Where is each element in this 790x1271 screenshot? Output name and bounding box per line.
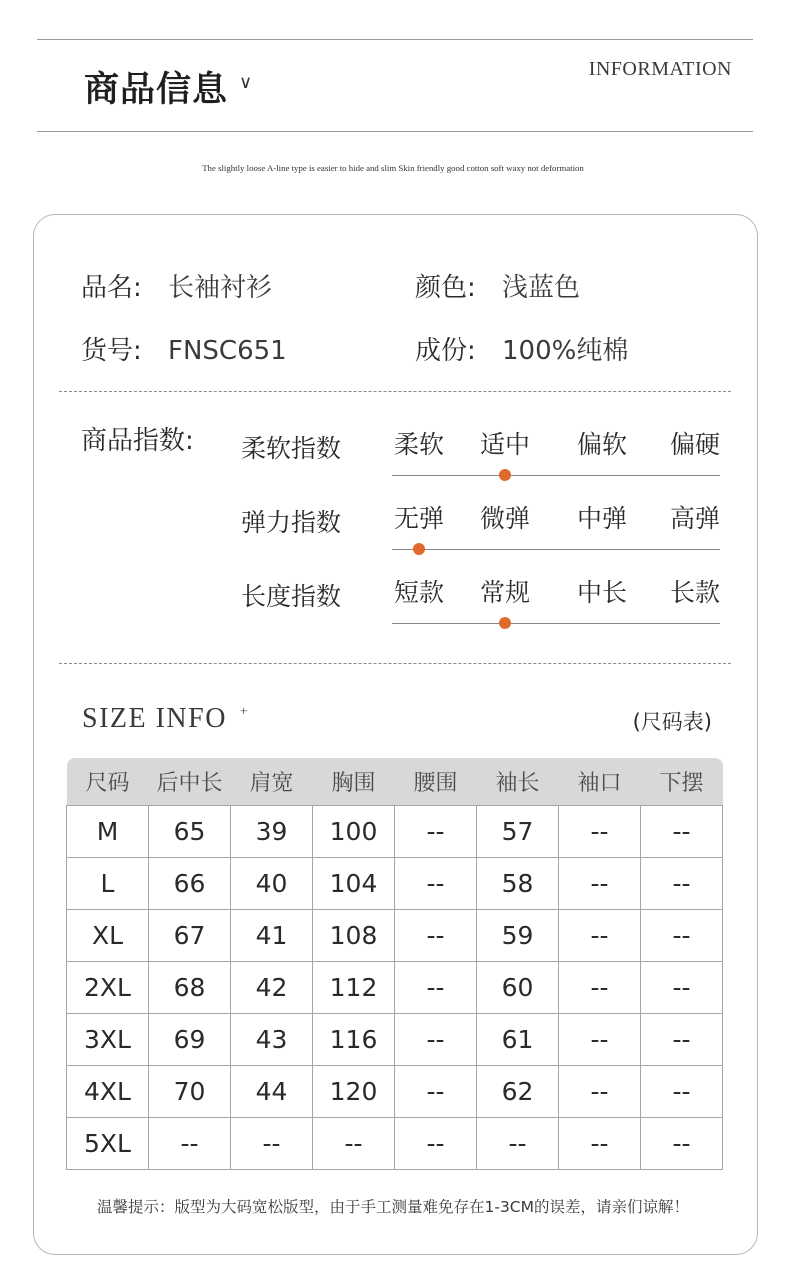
index-option: 偏软 xyxy=(576,430,627,459)
table-cell: 66 xyxy=(149,857,231,909)
table-cell: -- xyxy=(559,1013,641,1065)
material-value: 100%纯棉 xyxy=(502,336,629,366)
index-option: 长款 xyxy=(669,578,720,607)
table-cell: -- xyxy=(559,909,641,961)
table-cell: 43 xyxy=(231,1013,313,1065)
column-header: 袖长 xyxy=(477,758,559,805)
column-header: 下摆 xyxy=(641,758,723,805)
index-option: 中弹 xyxy=(576,504,627,533)
top-divider xyxy=(37,39,753,40)
table-cell: -- xyxy=(641,857,723,909)
table-cell: 57 xyxy=(477,805,559,857)
index-option: 无弹 xyxy=(393,504,444,533)
color-value: 浅蓝色 xyxy=(502,273,581,303)
index-name: 柔软指数 xyxy=(241,434,342,463)
table-cell: 59 xyxy=(477,909,559,961)
index-name: 长度指数 xyxy=(241,582,342,611)
dashed-divider xyxy=(59,391,731,392)
index-option: 微弹 xyxy=(479,504,530,533)
index-option: 适中 xyxy=(479,430,530,459)
dashed-divider xyxy=(59,663,731,664)
table-cell: -- xyxy=(395,961,477,1013)
name-label: 品名: xyxy=(81,273,142,303)
table-cell: 41 xyxy=(231,909,313,961)
table-row xyxy=(67,961,723,1013)
table-cell: 104 xyxy=(313,857,395,909)
tagline: The slightly loose A-line type is easier to hide and slim Skin friendly good cotton soft waxy not deformation xyxy=(202,163,584,173)
table-cell: -- xyxy=(641,805,723,857)
table-cell: 58 xyxy=(477,857,559,909)
table-cell: -- xyxy=(149,1117,231,1169)
table-cell: M xyxy=(67,805,149,857)
table-cell: L xyxy=(67,857,149,909)
table-cell: -- xyxy=(395,909,477,961)
table-cell: -- xyxy=(395,857,477,909)
column-header: 胸围 xyxy=(313,758,395,805)
index-track xyxy=(392,475,720,476)
index-marker-dot xyxy=(499,469,511,481)
table-cell: 62 xyxy=(477,1065,559,1117)
table-row xyxy=(67,805,723,857)
table-cell: -- xyxy=(395,1013,477,1065)
table-cell: 4XL xyxy=(67,1065,149,1117)
table-cell: 120 xyxy=(313,1065,395,1117)
size-chart-note: (尺码表) xyxy=(632,710,712,734)
table-cell: 112 xyxy=(313,961,395,1013)
table-cell: -- xyxy=(641,961,723,1013)
table-cell: -- xyxy=(395,1117,477,1169)
table-cell: -- xyxy=(559,805,641,857)
table-cell: -- xyxy=(231,1117,313,1169)
table-row xyxy=(67,1065,723,1117)
table-cell: -- xyxy=(559,1065,641,1117)
table-cell: 44 xyxy=(231,1065,313,1117)
table-cell: -- xyxy=(395,1065,477,1117)
information-label: INFORMATION xyxy=(588,58,732,80)
table-cell: 116 xyxy=(313,1013,395,1065)
table-cell: 69 xyxy=(149,1013,231,1065)
size-table xyxy=(66,758,723,1170)
table-header-row xyxy=(67,758,723,805)
size-info-title: SIZE INFO xyxy=(82,703,227,734)
column-header: 后中长 xyxy=(149,758,231,805)
indices-title: 商品指数: xyxy=(81,426,194,456)
table-cell: XL xyxy=(67,909,149,961)
index-option: 偏硬 xyxy=(669,430,720,459)
table-cell: -- xyxy=(559,961,641,1013)
index-option: 中长 xyxy=(576,578,627,607)
plus-icon: + xyxy=(240,703,248,718)
table-cell: 39 xyxy=(231,805,313,857)
index-option: 常规 xyxy=(479,578,530,607)
table-cell: 42 xyxy=(231,961,313,1013)
column-header: 尺码 xyxy=(67,758,149,805)
section-title: 商品信息 xyxy=(84,69,229,110)
index-marker-dot xyxy=(413,543,425,555)
table-cell: -- xyxy=(641,909,723,961)
table-row xyxy=(67,909,723,961)
table-row xyxy=(67,1013,723,1065)
table-cell: -- xyxy=(313,1117,395,1169)
table-cell: 5XL xyxy=(67,1117,149,1169)
table-cell: -- xyxy=(641,1117,723,1169)
table-cell: 100 xyxy=(313,805,395,857)
chevron-down-icon: ∨ xyxy=(239,72,253,93)
table-cell: -- xyxy=(395,805,477,857)
table-cell: -- xyxy=(559,1117,641,1169)
table-cell: 61 xyxy=(477,1013,559,1065)
index-track xyxy=(392,623,720,624)
table-cell: -- xyxy=(641,1065,723,1117)
header-divider xyxy=(37,131,753,132)
table-row xyxy=(67,857,723,909)
column-header: 腰围 xyxy=(395,758,477,805)
index-name: 弹力指数 xyxy=(241,508,342,537)
color-label: 颜色: xyxy=(415,273,476,303)
footnote: 温馨提示：版型为大码宽松版型，由于手工测量难免存在1-3CM的误差，请亲们谅解！ xyxy=(96,1198,689,1216)
material-label: 成份: xyxy=(415,336,476,366)
table-cell: -- xyxy=(641,1013,723,1065)
index-option: 短款 xyxy=(393,578,444,607)
table-cell: 67 xyxy=(149,909,231,961)
sku-label: 货号: xyxy=(81,336,142,366)
table-cell: -- xyxy=(559,857,641,909)
index-option: 高弹 xyxy=(669,504,720,533)
name-value: 长袖衬衫 xyxy=(168,273,273,303)
table-cell: 40 xyxy=(231,857,313,909)
table-cell: 108 xyxy=(313,909,395,961)
table-cell: 68 xyxy=(149,961,231,1013)
column-header: 肩宽 xyxy=(231,758,313,805)
table-cell: -- xyxy=(477,1117,559,1169)
index-option: 柔软 xyxy=(393,430,444,459)
table-cell: 60 xyxy=(477,961,559,1013)
table-cell: 65 xyxy=(149,805,231,857)
table-cell: 2XL xyxy=(67,961,149,1013)
table-row xyxy=(67,1117,723,1169)
sku-value: FNSC651 xyxy=(168,336,287,366)
index-track xyxy=(392,549,720,550)
column-header: 袖口 xyxy=(559,758,641,805)
table-cell: 3XL xyxy=(67,1013,149,1065)
index-marker-dot xyxy=(499,617,511,629)
table-cell: 70 xyxy=(149,1065,231,1117)
